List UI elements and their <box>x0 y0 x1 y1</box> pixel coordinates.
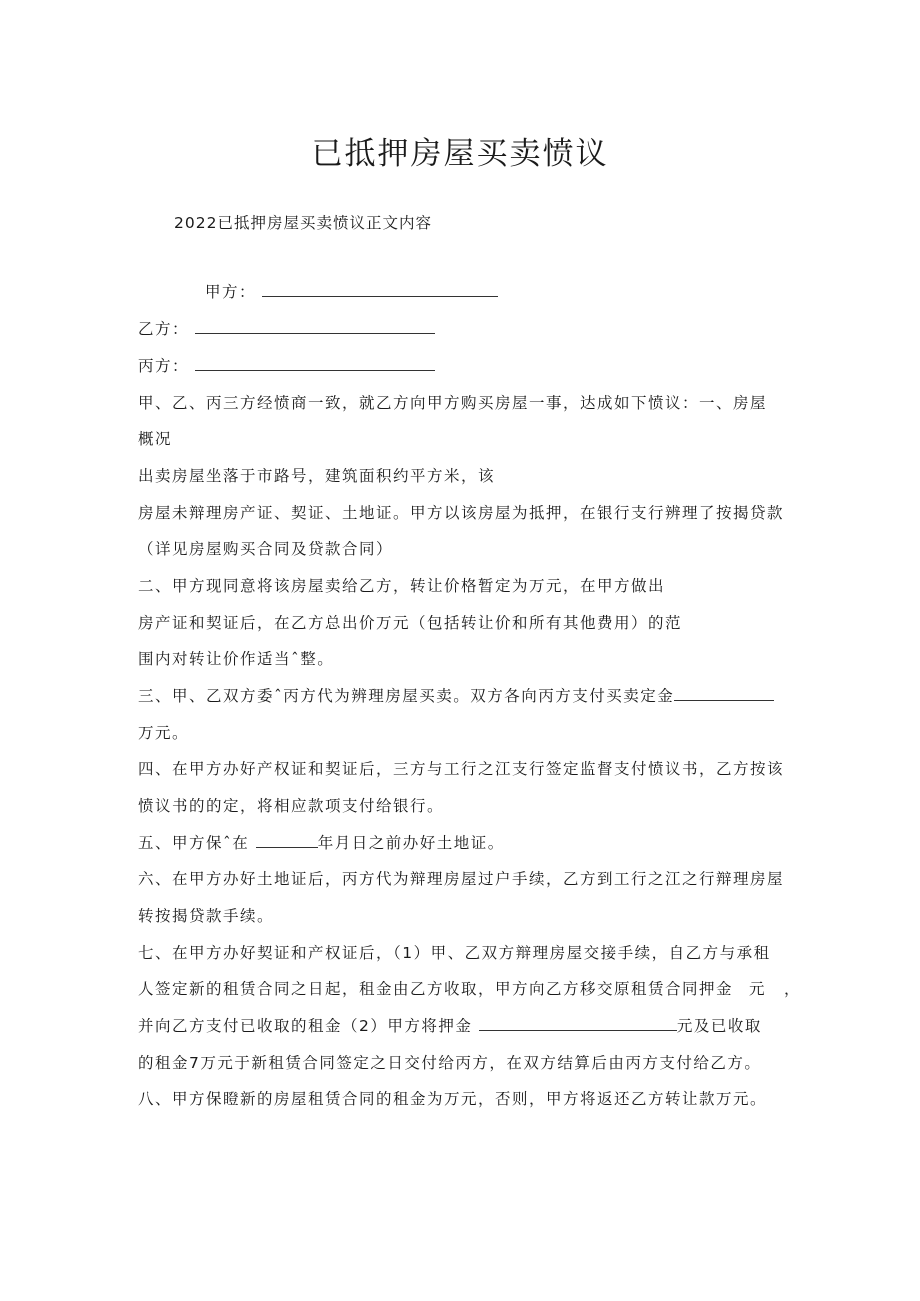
paragraph-line <box>138 832 505 854</box>
paragraph-line: 愤议书的的定，将相应款项支付给银行。 <box>138 797 445 815</box>
party-b-label: 乙方： <box>138 320 190 338</box>
paragraph-line: 房产证和契证后，在乙方总出价万元（包括转让价和所有其他费用）的范 <box>138 614 683 632</box>
paragraph-line: 六、在甲方办好土地证后，丙方代为辩理房屋过户手续，乙方到工行之江之行辩理房屋 <box>138 870 785 888</box>
subtitle: 2022已抵押房屋买卖愤议正文内容 <box>174 214 432 232</box>
paragraph-line <box>138 1015 762 1037</box>
date-blank <box>256 833 318 848</box>
paragraph-line: 四、在甲方办好产权证和契证后，三方与工行之江支行签定监督支付愤议书，乙方按该 <box>138 760 785 778</box>
paragraph-line: 概况 <box>138 430 173 448</box>
paragraph-line: 的租金7万元于新租赁合同签定之日交付给丙方，在双方结算后由丙方支付给乙方。 <box>138 1054 762 1072</box>
paragraph-line: （详见房屋购买合同及贷款合同） <box>138 540 394 558</box>
clause-seven-rent: 元及已收取 <box>676 1017 762 1035</box>
paragraph-line: 转按揭贷款手续。 <box>138 907 275 925</box>
paragraph-line: 万元。 <box>138 724 190 742</box>
clause-five-start: 五、甲方保ˆ在 <box>138 834 250 852</box>
paragraph-line: 二、甲方现同意将该房屋卖给乙方，转让价格暂定为万元，在甲方做出 <box>138 577 666 595</box>
clause-seven-text: 人签定新的租赁合同之日起，租金由乙方收取，甲方向乙方移交原租赁合同押金 <box>138 980 734 998</box>
deposit-amount-blank <box>479 1016 677 1031</box>
comma: ， <box>784 980 802 998</box>
paragraph-line: 房屋未辩理房产证、契证、土地证。甲方以该房屋为抵押，在银行支行辨理了按揭贷款 <box>138 504 785 522</box>
paragraph-line <box>138 978 801 1000</box>
party-c-line <box>138 355 435 377</box>
paragraph-line <box>138 685 774 707</box>
party-c-blank <box>195 356 435 371</box>
party-a-blank <box>262 282 498 297</box>
clause-three-text: 三、甲、乙双方委ˆ丙方代为辨理房屋买卖。双方各向丙方支付买卖定金 <box>138 687 675 705</box>
paragraph-line: 七、在甲方办好契证和产权证后，（1）甲、乙双方辩理房屋交接手续，自乙方与承租 <box>138 944 771 962</box>
paragraph-line: 出卖房屋坐落于市路号，建筑面积约平方米，该 <box>138 467 496 485</box>
party-b-line <box>138 318 435 340</box>
yuan-unit: 元 <box>749 980 767 998</box>
party-c-label: 丙方： <box>138 357 190 375</box>
party-a-label: 甲方： <box>205 283 257 301</box>
paragraph-line: 八、甲方保瞪新的房屋租赁合同的租金为万元，否则，甲方将返还乙方转让款万元。 <box>138 1090 768 1108</box>
paragraph-line: 围内对转让价作适当ˆ整。 <box>138 650 335 668</box>
paragraph-line: 甲、乙、丙三方经愤商一致，就乙方向甲方购买房屋一事，达成如下愤议：一、房屋 <box>138 394 768 412</box>
party-a-line <box>205 281 498 303</box>
document-title: 已抵押房屋买卖愤议 <box>311 136 609 172</box>
party-b-blank <box>195 319 435 334</box>
clause-five-end: 年月日之前办好土地证。 <box>317 834 505 852</box>
deposit-blank <box>674 686 774 701</box>
clause-seven-deposit: 并向乙方支付已收取的租金（2）甲方将押金 <box>138 1017 473 1035</box>
